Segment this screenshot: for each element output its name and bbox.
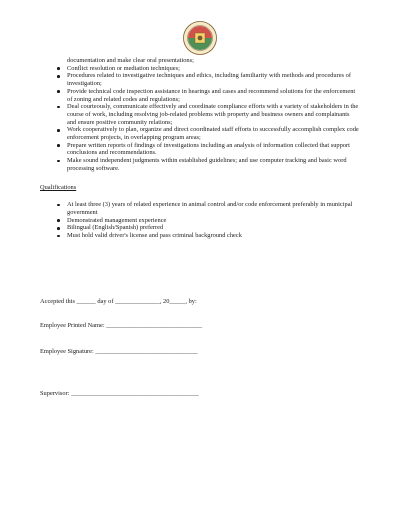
qualifications-heading: Qualifications: [40, 183, 77, 191]
city-seal-icon: [183, 21, 217, 55]
list-item: At least three (3) years of related experience in animal control and/or code enforcement preferably in municipal government: [40, 201, 360, 216]
continued-duty-line: documentation and make clear oral presentations;: [67, 57, 194, 64]
list-item: Work cooperatively to plan, organize and direct coordinated staff efforts to successfully accomplish complex code enforcement projects, in overlapping program areas;: [40, 126, 360, 141]
list-item: Procedures related to investigative techniques and ethics, including familiarity with methods and procedures of investigation;: [40, 72, 360, 87]
list-item: Must hold valid driver's license and pass criminal background check: [40, 232, 360, 240]
list-item: Prepare written reports of findings of investigations including an analysis of information collected that support conclusions and recommendations.: [40, 142, 360, 157]
job-description-body: [40, 57, 360, 240]
accepted-line: Accepted this ______ day of ______________, 20_____, by:: [40, 298, 197, 305]
employee-printed-name-line: Employee Printed Name: ______________________________: [40, 322, 203, 329]
qualifications-list: [40, 201, 360, 240]
list-item: Provide technical code inspection assistance in hearings and cases and recommend solutions for the enforcement of zoning and related codes and regulations;: [40, 88, 360, 103]
employee-signature-line: Employee Signature: ________________________________: [40, 348, 198, 355]
list-item: Make sound independent judgments within established guidelines; and use computer tracking and basic word processing software.: [40, 157, 360, 172]
list-item: Bilingual (English/Spanish) preferred: [40, 224, 360, 232]
list-item: Conflict resolution or mediation techniques;: [40, 65, 360, 73]
duties-list: [40, 65, 360, 173]
supervisor-line: Supervisor: ________________________________________: [40, 390, 199, 397]
list-item: Deal courteously, communicate effectively and coordinate compliance efforts with a variety of stakeholders in the course of work, including resolving job-related problems with property and business owners and complainants and ensure positive community relations;: [40, 103, 360, 126]
list-item: Demonstrated management experience: [40, 217, 360, 225]
